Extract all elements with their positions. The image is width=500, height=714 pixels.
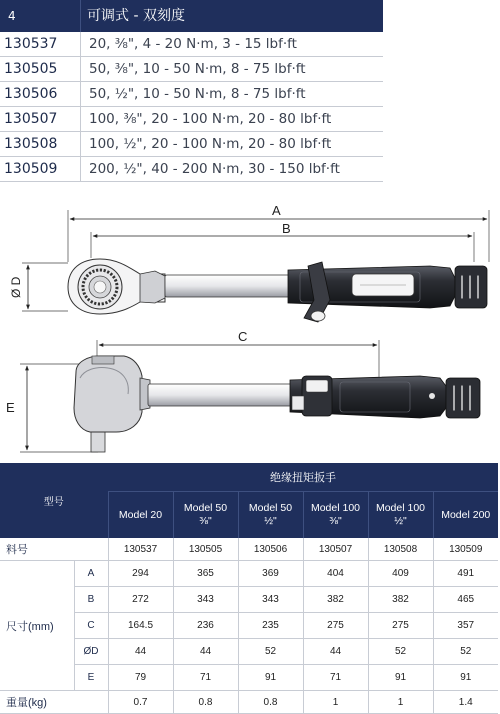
- model-spec: 100, ½", 20 - 100 N·m, 20 - 80 lbf·ft: [80, 132, 383, 156]
- table-cell: 1: [368, 691, 433, 714]
- table-cell: 52: [368, 639, 433, 665]
- table-cell: 52: [238, 639, 303, 665]
- dimension-key: A: [74, 561, 108, 587]
- model-code: 130506: [4, 86, 58, 102]
- label-d: Ø D: [9, 276, 23, 298]
- table-cell: 365: [173, 561, 238, 587]
- table-cell: 0.7: [108, 691, 173, 714]
- model-row: [0, 132, 383, 157]
- table-cell: 71: [173, 665, 238, 691]
- dimension-b: [91, 221, 474, 262]
- table-cell: 275: [303, 613, 368, 639]
- table-row-part-number: [0, 538, 498, 561]
- model-column-header: Model 50 ⅜": [173, 492, 238, 539]
- model-code: 130509: [4, 161, 58, 177]
- spec-table: [0, 463, 498, 714]
- table-cell: 1.4: [433, 691, 498, 714]
- model-label-header: 型号: [0, 463, 108, 538]
- table-cell: 357: [433, 613, 498, 639]
- table-row-dim-b: [0, 587, 498, 613]
- table-cell: 409: [368, 561, 433, 587]
- table-row-dim-d: [0, 639, 498, 665]
- table-cell: 0.8: [173, 691, 238, 714]
- model-spec: 50, ⅜", 10 - 50 N·m, 8 - 75 lbf·ft: [80, 57, 383, 81]
- model-spec: 200, ½", 40 - 200 N·m, 30 - 150 lbf·ft: [80, 157, 383, 181]
- table-cell: 272: [108, 587, 173, 613]
- model-spec: 100, ⅜", 20 - 100 N·m, 20 - 80 lbf·ft: [80, 107, 383, 131]
- model-list-table: [0, 0, 383, 182]
- model-row: [0, 107, 383, 132]
- table-cell: 0.8: [238, 691, 303, 714]
- table-cell: 369: [238, 561, 303, 587]
- model-code: 130537: [4, 36, 58, 52]
- model-column-header: Model 200: [433, 492, 498, 539]
- label-e: E: [6, 400, 15, 415]
- dimension-key: B: [74, 587, 108, 613]
- table-cell: 130509: [433, 538, 498, 561]
- table-cell: 343: [173, 587, 238, 613]
- model-code: 130507: [4, 111, 58, 127]
- wrench-top-view: [68, 259, 487, 322]
- label-b: B: [282, 221, 291, 236]
- model-code: 130505: [4, 61, 58, 77]
- table-row-dim-a: [0, 561, 498, 587]
- table-cell: 44: [303, 639, 368, 665]
- table-row-weight: [0, 691, 498, 714]
- table-cell: 343: [238, 587, 303, 613]
- model-list-header: [0, 0, 383, 32]
- table-row-dim-c: [0, 613, 498, 639]
- table-cell: 71: [303, 665, 368, 691]
- model-row: [0, 157, 383, 182]
- wrench-dimension-drawing: [0, 196, 500, 461]
- label-a: A: [272, 203, 281, 218]
- table-cell: 44: [173, 639, 238, 665]
- table-cell: 465: [433, 587, 498, 613]
- table-cell: 404: [303, 561, 368, 587]
- table-cell: 44: [108, 639, 173, 665]
- weight-label: 重量(kg): [0, 691, 108, 714]
- model-column-header: Model 20: [108, 492, 173, 539]
- table-cell: 91: [238, 665, 303, 691]
- table-cell: 235: [238, 613, 303, 639]
- wrench-side-view: [74, 356, 480, 452]
- model-column-header: Model 100 ½": [368, 492, 433, 539]
- dimension-key: E: [74, 665, 108, 691]
- table-cell: 130507: [303, 538, 368, 561]
- table-cell: 382: [368, 587, 433, 613]
- table-cell: 275: [368, 613, 433, 639]
- table-cell: 130537: [108, 538, 173, 561]
- model-spec: 20, ⅜", 4 - 20 N·m, 3 - 15 lbf·ft: [80, 32, 383, 56]
- table-cell: 130505: [173, 538, 238, 561]
- table-cell: 491: [433, 561, 498, 587]
- model-row: [0, 57, 383, 82]
- model-spec: 50, ½", 10 - 50 N·m, 8 - 75 lbf·ft: [80, 82, 383, 106]
- table-cell: 130506: [238, 538, 303, 561]
- table-cell: 79: [108, 665, 173, 691]
- table-cell: 91: [368, 665, 433, 691]
- dimension-key: ØD: [74, 639, 108, 665]
- model-code: 130508: [4, 136, 58, 152]
- dimension-d: [9, 263, 68, 311]
- part-number-label: 料号: [0, 538, 108, 561]
- table-cell: 52: [433, 639, 498, 665]
- table-cell: 130508: [368, 538, 433, 561]
- dimension-a: [68, 203, 489, 262]
- section-number: 4: [8, 9, 16, 23]
- dimension-label: 尺寸(mm): [0, 561, 74, 691]
- model-row: [0, 82, 383, 107]
- model-column-header: Model 50 ½": [238, 492, 303, 539]
- model-column-header: Model 100 ⅜": [303, 492, 368, 539]
- dimension-key: C: [74, 613, 108, 639]
- table-cell: 294: [108, 561, 173, 587]
- label-c: C: [238, 329, 248, 344]
- model-row: [0, 32, 383, 57]
- table-cell: 236: [173, 613, 238, 639]
- section-title: 可调式 - 双刻度: [80, 0, 383, 32]
- table-cell: 382: [303, 587, 368, 613]
- table-cell: 91: [433, 665, 498, 691]
- table-cell: 1: [303, 691, 368, 714]
- product-title-header: 绝缘扭矩扳手: [108, 463, 498, 492]
- table-cell: 164.5: [108, 613, 173, 639]
- table-row-dim-e: [0, 665, 498, 691]
